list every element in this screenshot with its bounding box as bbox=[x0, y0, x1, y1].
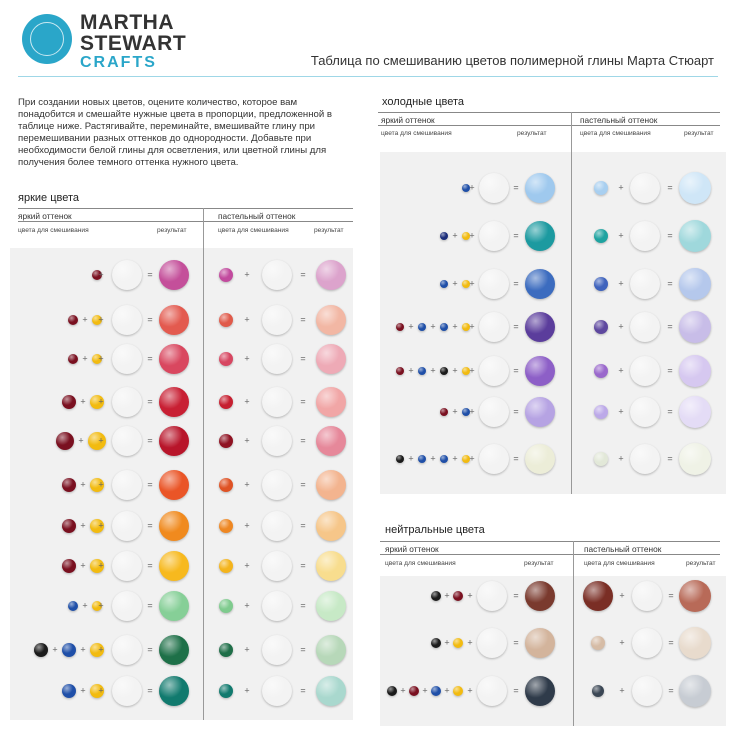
clay-ingredient-swatch bbox=[594, 452, 608, 466]
result-swatch bbox=[525, 356, 555, 386]
plus-sign: + bbox=[618, 365, 624, 376]
section-title-cool: холодные цвета bbox=[382, 96, 465, 108]
header-divider bbox=[18, 76, 718, 77]
plus-sign: + bbox=[619, 685, 625, 696]
result-swatch bbox=[679, 355, 711, 387]
plus-sign: + bbox=[80, 560, 86, 571]
clay-ingredient-swatch bbox=[440, 232, 448, 240]
plus-sign: + bbox=[452, 278, 458, 289]
equals-sign: = bbox=[667, 230, 673, 241]
result-swatch bbox=[316, 260, 346, 290]
result-swatch bbox=[316, 635, 346, 665]
plus-sign: + bbox=[618, 278, 624, 289]
clay-ingredient-swatch bbox=[34, 643, 48, 657]
white-clay-swatch bbox=[262, 426, 292, 456]
clay-ingredient-swatch bbox=[62, 643, 76, 657]
result-swatch bbox=[679, 443, 711, 475]
brand-line-3: CRAFTS bbox=[80, 54, 157, 71]
white-clay-swatch bbox=[112, 344, 142, 374]
clay-ingredient-swatch bbox=[453, 686, 463, 696]
result-label: результат bbox=[517, 130, 547, 137]
equals-sign: = bbox=[667, 182, 673, 193]
equals-sign: = bbox=[668, 637, 674, 648]
clay-ingredient-swatch bbox=[418, 455, 426, 463]
equals-sign: = bbox=[300, 435, 306, 446]
white-clay-swatch bbox=[630, 312, 660, 342]
clay-ingredient-swatch bbox=[219, 313, 233, 327]
brand-line-1: MARTHA bbox=[80, 11, 174, 34]
plus-sign: + bbox=[618, 230, 624, 241]
plus-sign: + bbox=[408, 453, 414, 464]
clay-ingredient-swatch bbox=[219, 559, 233, 573]
plus-sign: + bbox=[469, 406, 475, 417]
clay-ingredient-swatch bbox=[62, 395, 76, 409]
plus-sign: + bbox=[452, 230, 458, 241]
mix-colors-label: цвета для смешивания bbox=[584, 560, 655, 567]
equals-sign: = bbox=[513, 182, 519, 193]
white-clay-swatch bbox=[262, 591, 292, 621]
equals-sign: = bbox=[147, 600, 153, 611]
equals-sign: = bbox=[300, 396, 306, 407]
plus-sign: + bbox=[82, 314, 88, 325]
plus-sign: + bbox=[469, 182, 475, 193]
plus-sign: + bbox=[430, 453, 436, 464]
clay-ingredient-swatch bbox=[68, 601, 78, 611]
result-swatch bbox=[159, 387, 189, 417]
clay-ingredient-swatch bbox=[56, 432, 74, 450]
plus-sign: + bbox=[244, 520, 250, 531]
plus-sign: + bbox=[469, 321, 475, 332]
plus-sign: + bbox=[444, 685, 450, 696]
equals-sign: = bbox=[300, 314, 306, 325]
plus-sign: + bbox=[430, 365, 436, 376]
clay-ingredient-swatch bbox=[440, 367, 448, 375]
section-rule bbox=[18, 208, 353, 209]
plus-sign: + bbox=[98, 560, 104, 571]
result-label: результат bbox=[314, 227, 344, 234]
result-swatch bbox=[525, 221, 555, 251]
result-swatch bbox=[525, 269, 555, 299]
equals-sign: = bbox=[667, 278, 673, 289]
mix-colors-label: цвета для смешивания bbox=[580, 130, 651, 137]
plus-sign: + bbox=[82, 600, 88, 611]
equals-sign: = bbox=[300, 560, 306, 571]
white-clay-swatch bbox=[479, 312, 509, 342]
white-clay-swatch bbox=[479, 444, 509, 474]
white-clay-swatch bbox=[632, 676, 662, 706]
plus-sign: + bbox=[80, 685, 86, 696]
white-clay-swatch bbox=[262, 344, 292, 374]
result-swatch bbox=[679, 311, 711, 343]
clay-ingredient-swatch bbox=[62, 684, 76, 698]
plus-sign: + bbox=[618, 321, 624, 332]
plus-sign: + bbox=[98, 314, 104, 325]
result-swatch bbox=[159, 344, 189, 374]
result-swatch bbox=[525, 676, 555, 706]
equals-sign: = bbox=[667, 321, 673, 332]
clay-ingredient-swatch bbox=[219, 643, 233, 657]
result-label: результат bbox=[686, 560, 716, 567]
result-swatch bbox=[525, 628, 555, 658]
clay-ingredient-swatch bbox=[591, 636, 605, 650]
plus-sign: + bbox=[244, 269, 250, 280]
mix-colors-label: цвета для смешивания bbox=[18, 227, 89, 234]
clay-ingredient-swatch bbox=[453, 591, 463, 601]
sub-rule bbox=[380, 554, 720, 555]
result-swatch bbox=[679, 220, 711, 252]
bright-subheading: яркий оттенок bbox=[18, 211, 72, 221]
result-swatch bbox=[159, 591, 189, 621]
clay-ingredient-swatch bbox=[219, 434, 233, 448]
clay-ingredient-swatch bbox=[594, 405, 608, 419]
clay-ingredient-swatch bbox=[583, 581, 613, 611]
clay-ingredient-swatch bbox=[62, 519, 76, 533]
result-swatch bbox=[159, 305, 189, 335]
equals-sign: = bbox=[147, 479, 153, 490]
result-swatch bbox=[679, 172, 711, 204]
clay-ingredient-swatch bbox=[440, 323, 448, 331]
pastel-subheading: пастельный оттенок bbox=[580, 115, 658, 125]
bright-subheading: яркий оттенок bbox=[385, 544, 439, 554]
white-clay-swatch bbox=[479, 221, 509, 251]
column-divider bbox=[571, 112, 572, 494]
pastel-subheading: пастельный оттенок bbox=[584, 544, 662, 554]
plus-sign: + bbox=[244, 600, 250, 611]
white-clay-swatch bbox=[477, 676, 507, 706]
section-rule bbox=[378, 112, 720, 113]
plus-sign: + bbox=[422, 685, 428, 696]
plus-sign: + bbox=[98, 269, 104, 280]
clay-ingredient-swatch bbox=[396, 367, 404, 375]
result-swatch bbox=[525, 397, 555, 427]
sub-rule bbox=[378, 125, 720, 126]
white-clay-swatch bbox=[112, 511, 142, 541]
equals-sign: = bbox=[147, 685, 153, 696]
pastel-subheading: пастельный оттенок bbox=[218, 211, 296, 221]
plus-sign: + bbox=[452, 365, 458, 376]
plus-sign: + bbox=[244, 560, 250, 571]
clay-ingredient-swatch bbox=[594, 229, 608, 243]
plus-sign: + bbox=[98, 435, 104, 446]
equals-sign: = bbox=[300, 685, 306, 696]
equals-sign: = bbox=[147, 396, 153, 407]
equals-sign: = bbox=[513, 453, 519, 464]
clay-ingredient-swatch bbox=[396, 323, 404, 331]
result-label: результат bbox=[157, 227, 187, 234]
clay-ingredient-swatch bbox=[594, 277, 608, 291]
plus-sign: + bbox=[80, 396, 86, 407]
seal-inner-ring bbox=[30, 22, 64, 56]
plus-sign: + bbox=[98, 685, 104, 696]
equals-sign: = bbox=[513, 278, 519, 289]
white-clay-swatch bbox=[112, 470, 142, 500]
equals-sign: = bbox=[668, 685, 674, 696]
white-clay-swatch bbox=[479, 269, 509, 299]
equals-sign: = bbox=[513, 365, 519, 376]
result-swatch bbox=[159, 260, 189, 290]
clay-ingredient-swatch bbox=[453, 638, 463, 648]
equals-sign: = bbox=[147, 520, 153, 531]
white-clay-swatch bbox=[112, 591, 142, 621]
mix-colors-label: цвета для смешивания bbox=[385, 560, 456, 567]
clay-ingredient-swatch bbox=[219, 684, 233, 698]
clay-ingredient-swatch bbox=[594, 181, 608, 195]
clay-ingredient-swatch bbox=[219, 352, 233, 366]
white-clay-swatch bbox=[112, 551, 142, 581]
clay-ingredient-swatch bbox=[409, 686, 419, 696]
plus-sign: + bbox=[400, 685, 406, 696]
equals-sign: = bbox=[667, 453, 673, 464]
clay-ingredient-swatch bbox=[68, 354, 78, 364]
white-clay-swatch bbox=[112, 260, 142, 290]
result-label: результат bbox=[524, 560, 554, 567]
plus-sign: + bbox=[78, 435, 84, 446]
equals-sign: = bbox=[300, 353, 306, 364]
white-clay-swatch bbox=[479, 356, 509, 386]
plus-sign: + bbox=[467, 685, 473, 696]
section-title-bright: яркие цвета bbox=[18, 192, 80, 204]
white-clay-swatch bbox=[262, 260, 292, 290]
plus-sign: + bbox=[467, 637, 473, 648]
equals-sign: = bbox=[147, 644, 153, 655]
result-swatch bbox=[159, 551, 189, 581]
equals-sign: = bbox=[513, 637, 519, 648]
plus-sign: + bbox=[80, 520, 86, 531]
clay-ingredient-swatch bbox=[62, 478, 76, 492]
clay-ingredient-swatch bbox=[592, 685, 604, 697]
result-swatch bbox=[159, 635, 189, 665]
plus-sign: + bbox=[244, 685, 250, 696]
white-clay-swatch bbox=[262, 635, 292, 665]
white-clay-swatch bbox=[262, 551, 292, 581]
clay-ingredient-swatch bbox=[68, 315, 78, 325]
section-title-neutral: нейтральные цвета bbox=[385, 524, 485, 536]
equals-sign: = bbox=[300, 520, 306, 531]
plus-sign: + bbox=[98, 520, 104, 531]
white-clay-swatch bbox=[479, 173, 509, 203]
clay-ingredient-swatch bbox=[418, 323, 426, 331]
result-swatch bbox=[316, 676, 346, 706]
equals-sign: = bbox=[668, 590, 674, 601]
mix-colors-label: цвета для смешивания bbox=[381, 130, 452, 137]
plus-sign: + bbox=[244, 435, 250, 446]
white-clay-swatch bbox=[262, 387, 292, 417]
equals-sign: = bbox=[667, 365, 673, 376]
white-clay-swatch bbox=[630, 173, 660, 203]
white-clay-swatch bbox=[477, 628, 507, 658]
plus-sign: + bbox=[452, 321, 458, 332]
plus-sign: + bbox=[408, 365, 414, 376]
plus-sign: + bbox=[52, 644, 58, 655]
result-swatch bbox=[316, 305, 346, 335]
plus-sign: + bbox=[244, 396, 250, 407]
result-swatch bbox=[159, 676, 189, 706]
result-swatch bbox=[525, 312, 555, 342]
equals-sign: = bbox=[300, 600, 306, 611]
clay-ingredient-swatch bbox=[431, 591, 441, 601]
result-swatch bbox=[316, 591, 346, 621]
result-swatch bbox=[316, 470, 346, 500]
white-clay-swatch bbox=[479, 397, 509, 427]
plus-sign: + bbox=[80, 479, 86, 490]
plus-sign: + bbox=[244, 479, 250, 490]
result-swatch bbox=[679, 580, 711, 612]
plus-sign: + bbox=[469, 453, 475, 464]
plus-sign: + bbox=[98, 479, 104, 490]
white-clay-swatch bbox=[630, 444, 660, 474]
result-swatch bbox=[316, 344, 346, 374]
clay-ingredient-swatch bbox=[440, 280, 448, 288]
white-clay-swatch bbox=[630, 397, 660, 427]
result-swatch bbox=[159, 511, 189, 541]
equals-sign: = bbox=[300, 269, 306, 280]
plus-sign: + bbox=[98, 600, 104, 611]
white-clay-swatch bbox=[630, 356, 660, 386]
white-clay-swatch bbox=[632, 628, 662, 658]
white-clay-swatch bbox=[112, 676, 142, 706]
clay-ingredient-swatch bbox=[418, 367, 426, 375]
result-swatch bbox=[316, 511, 346, 541]
plus-sign: + bbox=[469, 278, 475, 289]
white-clay-swatch bbox=[262, 470, 292, 500]
page-title: Таблица по смешиванию цветов полимерной глины Марта Стюарт bbox=[310, 53, 714, 68]
plus-sign: + bbox=[82, 353, 88, 364]
white-clay-swatch bbox=[262, 305, 292, 335]
white-clay-swatch bbox=[112, 305, 142, 335]
plus-sign: + bbox=[619, 590, 625, 601]
white-clay-swatch bbox=[112, 635, 142, 665]
equals-sign: = bbox=[513, 230, 519, 241]
clay-ingredient-swatch bbox=[219, 599, 233, 613]
plus-sign: + bbox=[98, 353, 104, 364]
white-clay-swatch bbox=[632, 581, 662, 611]
clay-ingredient-swatch bbox=[219, 478, 233, 492]
plus-sign: + bbox=[244, 644, 250, 655]
plus-sign: + bbox=[467, 590, 473, 601]
plus-sign: + bbox=[469, 230, 475, 241]
plus-sign: + bbox=[618, 182, 624, 193]
result-swatch bbox=[316, 387, 346, 417]
result-swatch bbox=[525, 581, 555, 611]
column-divider bbox=[573, 541, 574, 726]
result-label: результат bbox=[684, 130, 714, 137]
equals-sign: = bbox=[513, 685, 519, 696]
equals-sign: = bbox=[667, 406, 673, 417]
intro-paragraph: При создании новых цветов, оцените количество, которое вам понадобится и смешайте нужные цвета в пропорции, предложенной в таблице ниже. Растягивайте, переминайте, вмешивайте глину при перемешивании разных оттенков до однородности. Добавьте при необходимости белой глины для осветления, или цветной глины для получения более темного оттенка нужного цвета. bbox=[18, 97, 332, 169]
equals-sign: = bbox=[147, 353, 153, 364]
white-clay-swatch bbox=[112, 387, 142, 417]
equals-sign: = bbox=[147, 269, 153, 280]
clay-ingredient-swatch bbox=[431, 686, 441, 696]
clay-ingredient-swatch bbox=[219, 395, 233, 409]
equals-sign: = bbox=[513, 321, 519, 332]
clay-ingredient-swatch bbox=[440, 455, 448, 463]
brand-logo-seal bbox=[22, 14, 72, 64]
plus-sign: + bbox=[444, 637, 450, 648]
clay-ingredient-swatch bbox=[387, 686, 397, 696]
clay-ingredient-swatch bbox=[594, 364, 608, 378]
result-swatch bbox=[679, 268, 711, 300]
plus-sign: + bbox=[452, 406, 458, 417]
clay-ingredient-swatch bbox=[219, 268, 233, 282]
result-swatch bbox=[316, 551, 346, 581]
white-clay-swatch bbox=[262, 676, 292, 706]
equals-sign: = bbox=[147, 560, 153, 571]
equals-sign: = bbox=[147, 435, 153, 446]
equals-sign: = bbox=[513, 406, 519, 417]
bright-subheading: яркий оттенок bbox=[381, 115, 435, 125]
white-clay-swatch bbox=[630, 269, 660, 299]
plus-sign: + bbox=[244, 314, 250, 325]
result-swatch bbox=[159, 470, 189, 500]
result-swatch bbox=[679, 675, 711, 707]
clay-ingredient-swatch bbox=[62, 559, 76, 573]
mix-colors-label: цвета для смешивания bbox=[218, 227, 289, 234]
equals-sign: = bbox=[300, 479, 306, 490]
plus-sign: + bbox=[444, 590, 450, 601]
plus-sign: + bbox=[430, 321, 436, 332]
plus-sign: + bbox=[618, 406, 624, 417]
white-clay-swatch bbox=[477, 581, 507, 611]
sub-rule bbox=[18, 221, 353, 222]
plus-sign: + bbox=[98, 396, 104, 407]
result-swatch bbox=[316, 426, 346, 456]
brand-line-2: STEWART bbox=[80, 32, 187, 55]
result-swatch bbox=[525, 173, 555, 203]
plus-sign: + bbox=[469, 365, 475, 376]
white-clay-swatch bbox=[262, 511, 292, 541]
clay-ingredient-swatch bbox=[396, 455, 404, 463]
white-clay-swatch bbox=[112, 426, 142, 456]
equals-sign: = bbox=[513, 590, 519, 601]
clay-ingredient-swatch bbox=[440, 408, 448, 416]
clay-ingredient-swatch bbox=[594, 320, 608, 334]
equals-sign: = bbox=[300, 644, 306, 655]
plus-sign: + bbox=[619, 637, 625, 648]
plus-sign: + bbox=[452, 453, 458, 464]
result-swatch bbox=[679, 627, 711, 659]
clay-ingredient-swatch bbox=[219, 519, 233, 533]
clay-ingredient-swatch bbox=[431, 638, 441, 648]
section-rule bbox=[380, 541, 720, 542]
equals-sign: = bbox=[147, 314, 153, 325]
result-swatch bbox=[159, 426, 189, 456]
plus-sign: + bbox=[618, 453, 624, 464]
column-divider bbox=[203, 208, 204, 720]
plus-sign: + bbox=[244, 353, 250, 364]
plus-sign: + bbox=[408, 321, 414, 332]
result-swatch bbox=[679, 396, 711, 428]
result-swatch bbox=[525, 444, 555, 474]
plus-sign: + bbox=[98, 644, 104, 655]
plus-sign: + bbox=[80, 644, 86, 655]
white-clay-swatch bbox=[630, 221, 660, 251]
